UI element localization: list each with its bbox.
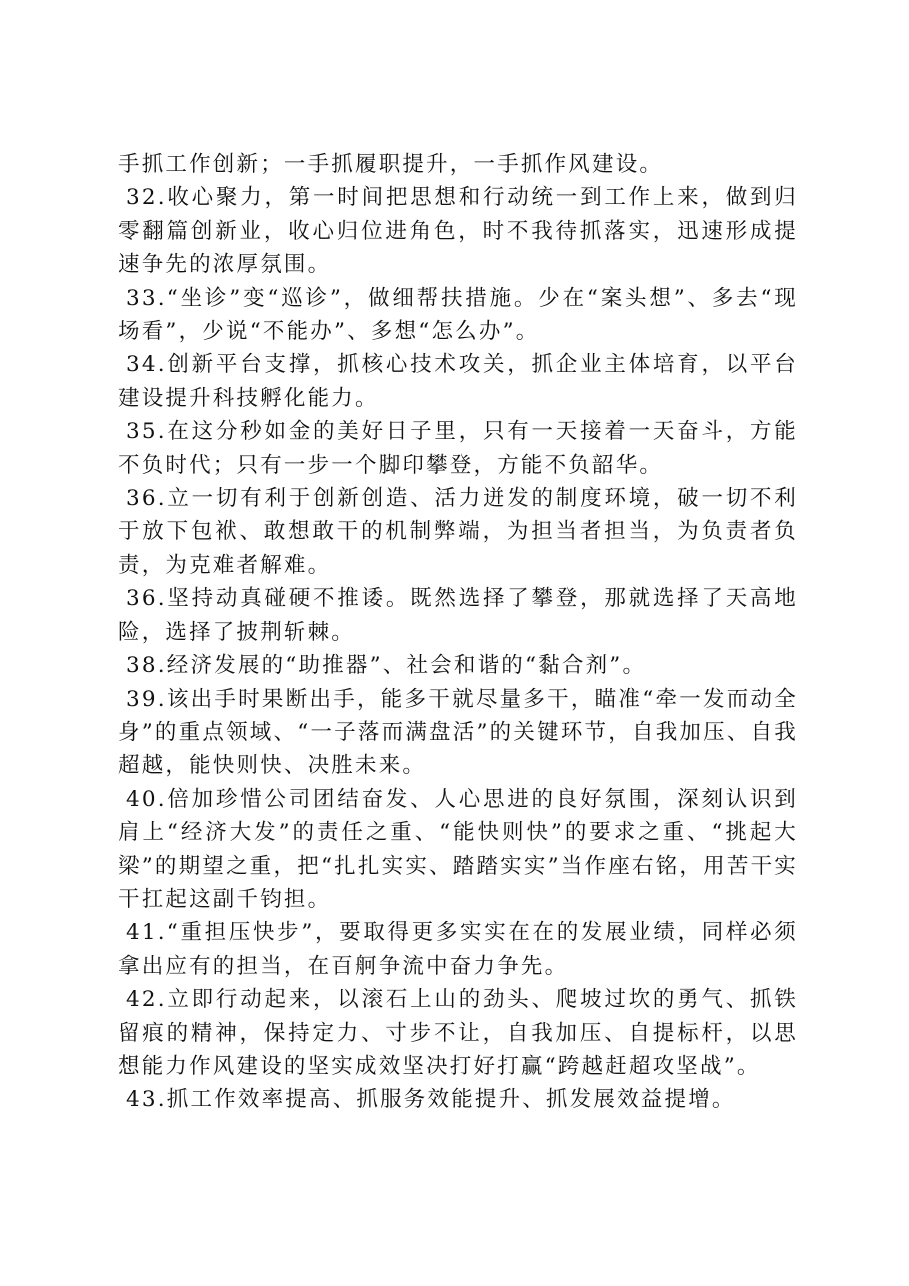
paragraph-32: 32.收心聚力，第一时间把思想和行动统一到工作上来，做到归零翻篇创新业，收心归位进角色，时不我待抓落实，迅速形成提速争先的浓厚氛围。	[118, 185, 798, 278]
paragraph-43: 43.抓工作效率提高、抓服务效能提升、抓发展效益提增。	[126, 1087, 736, 1113]
paragraph-38: 38.经济发展的“助推器”、社会和谐的“黏合剂”。	[126, 653, 647, 679]
paragraph-36b: 36.坚持动真碰硬不推诿。既然选择了攀登，那就选择了天高地险，选择了披荆斩棘。	[118, 586, 798, 645]
paragraph-40: 40.倍加珍惜公司团结奋发、人心思进的良好氛围，深刻认识到肩上“经济大发”的责任之重、“能快则快”的要求之重、“挑起大梁”的期望之重，把“扎扎实实、踏踏实实”当作座右铭，用苦干实干扛起这副千钧担。	[118, 786, 798, 912]
document-body	[118, 148, 798, 1117]
paragraph-36a: 36.立一切有利于创新创造、活力迸发的制度环境，破一切不利于放下包袱、敢想敢干的机制弊端，为担当者担当，为负责者负责，为克难者解难。	[118, 486, 798, 578]
paragraph-35: 35.在这分秒如金的美好日子里，只有一天接着一天奋斗，方能不负时代；只有一步一个脚印攀登，方能不负韶华。	[118, 419, 798, 478]
paragraph-33: 33.“坐诊”变“巡诊”，做细帮扶措施。少在“案头想”、多去“现场看”，少说“不能办”、多想“怎么办”。	[118, 285, 798, 345]
paragraph-42: 42.立即行动起来，以滚石上山的劲头、爬坡过坎的勇气、抓铁留痕的精神，保持定力、寸步不让，自我加压、自提标杆，以思想能力作风建设的坚实成效坚决打好打赢“跨越赶超攻坚战”。	[118, 987, 798, 1079]
paragraph-34: 34.创新平台支撑，抓核心技术攻关，抓企业主体培育，以平台建设提升科技孵化能力。	[118, 352, 798, 411]
paragraph-41: 41.“重担压快步”，要取得更多实实在在的发展业绩，同样必须拿出应有的担当，在百舸争流中奋力争先。	[118, 920, 798, 979]
paragraph-39: 39.该出手时果断出手，能多干就尽量多干，瞄准“牵一发而动全身”的重点领域、“一子落而满盘活”的关键环节，自我加压、自我超越，能快则快、决胜未来。	[118, 686, 798, 779]
paragraph-continuation: 手抓工作创新；一手抓履职提升，一手抓作风建设。	[118, 152, 664, 177]
